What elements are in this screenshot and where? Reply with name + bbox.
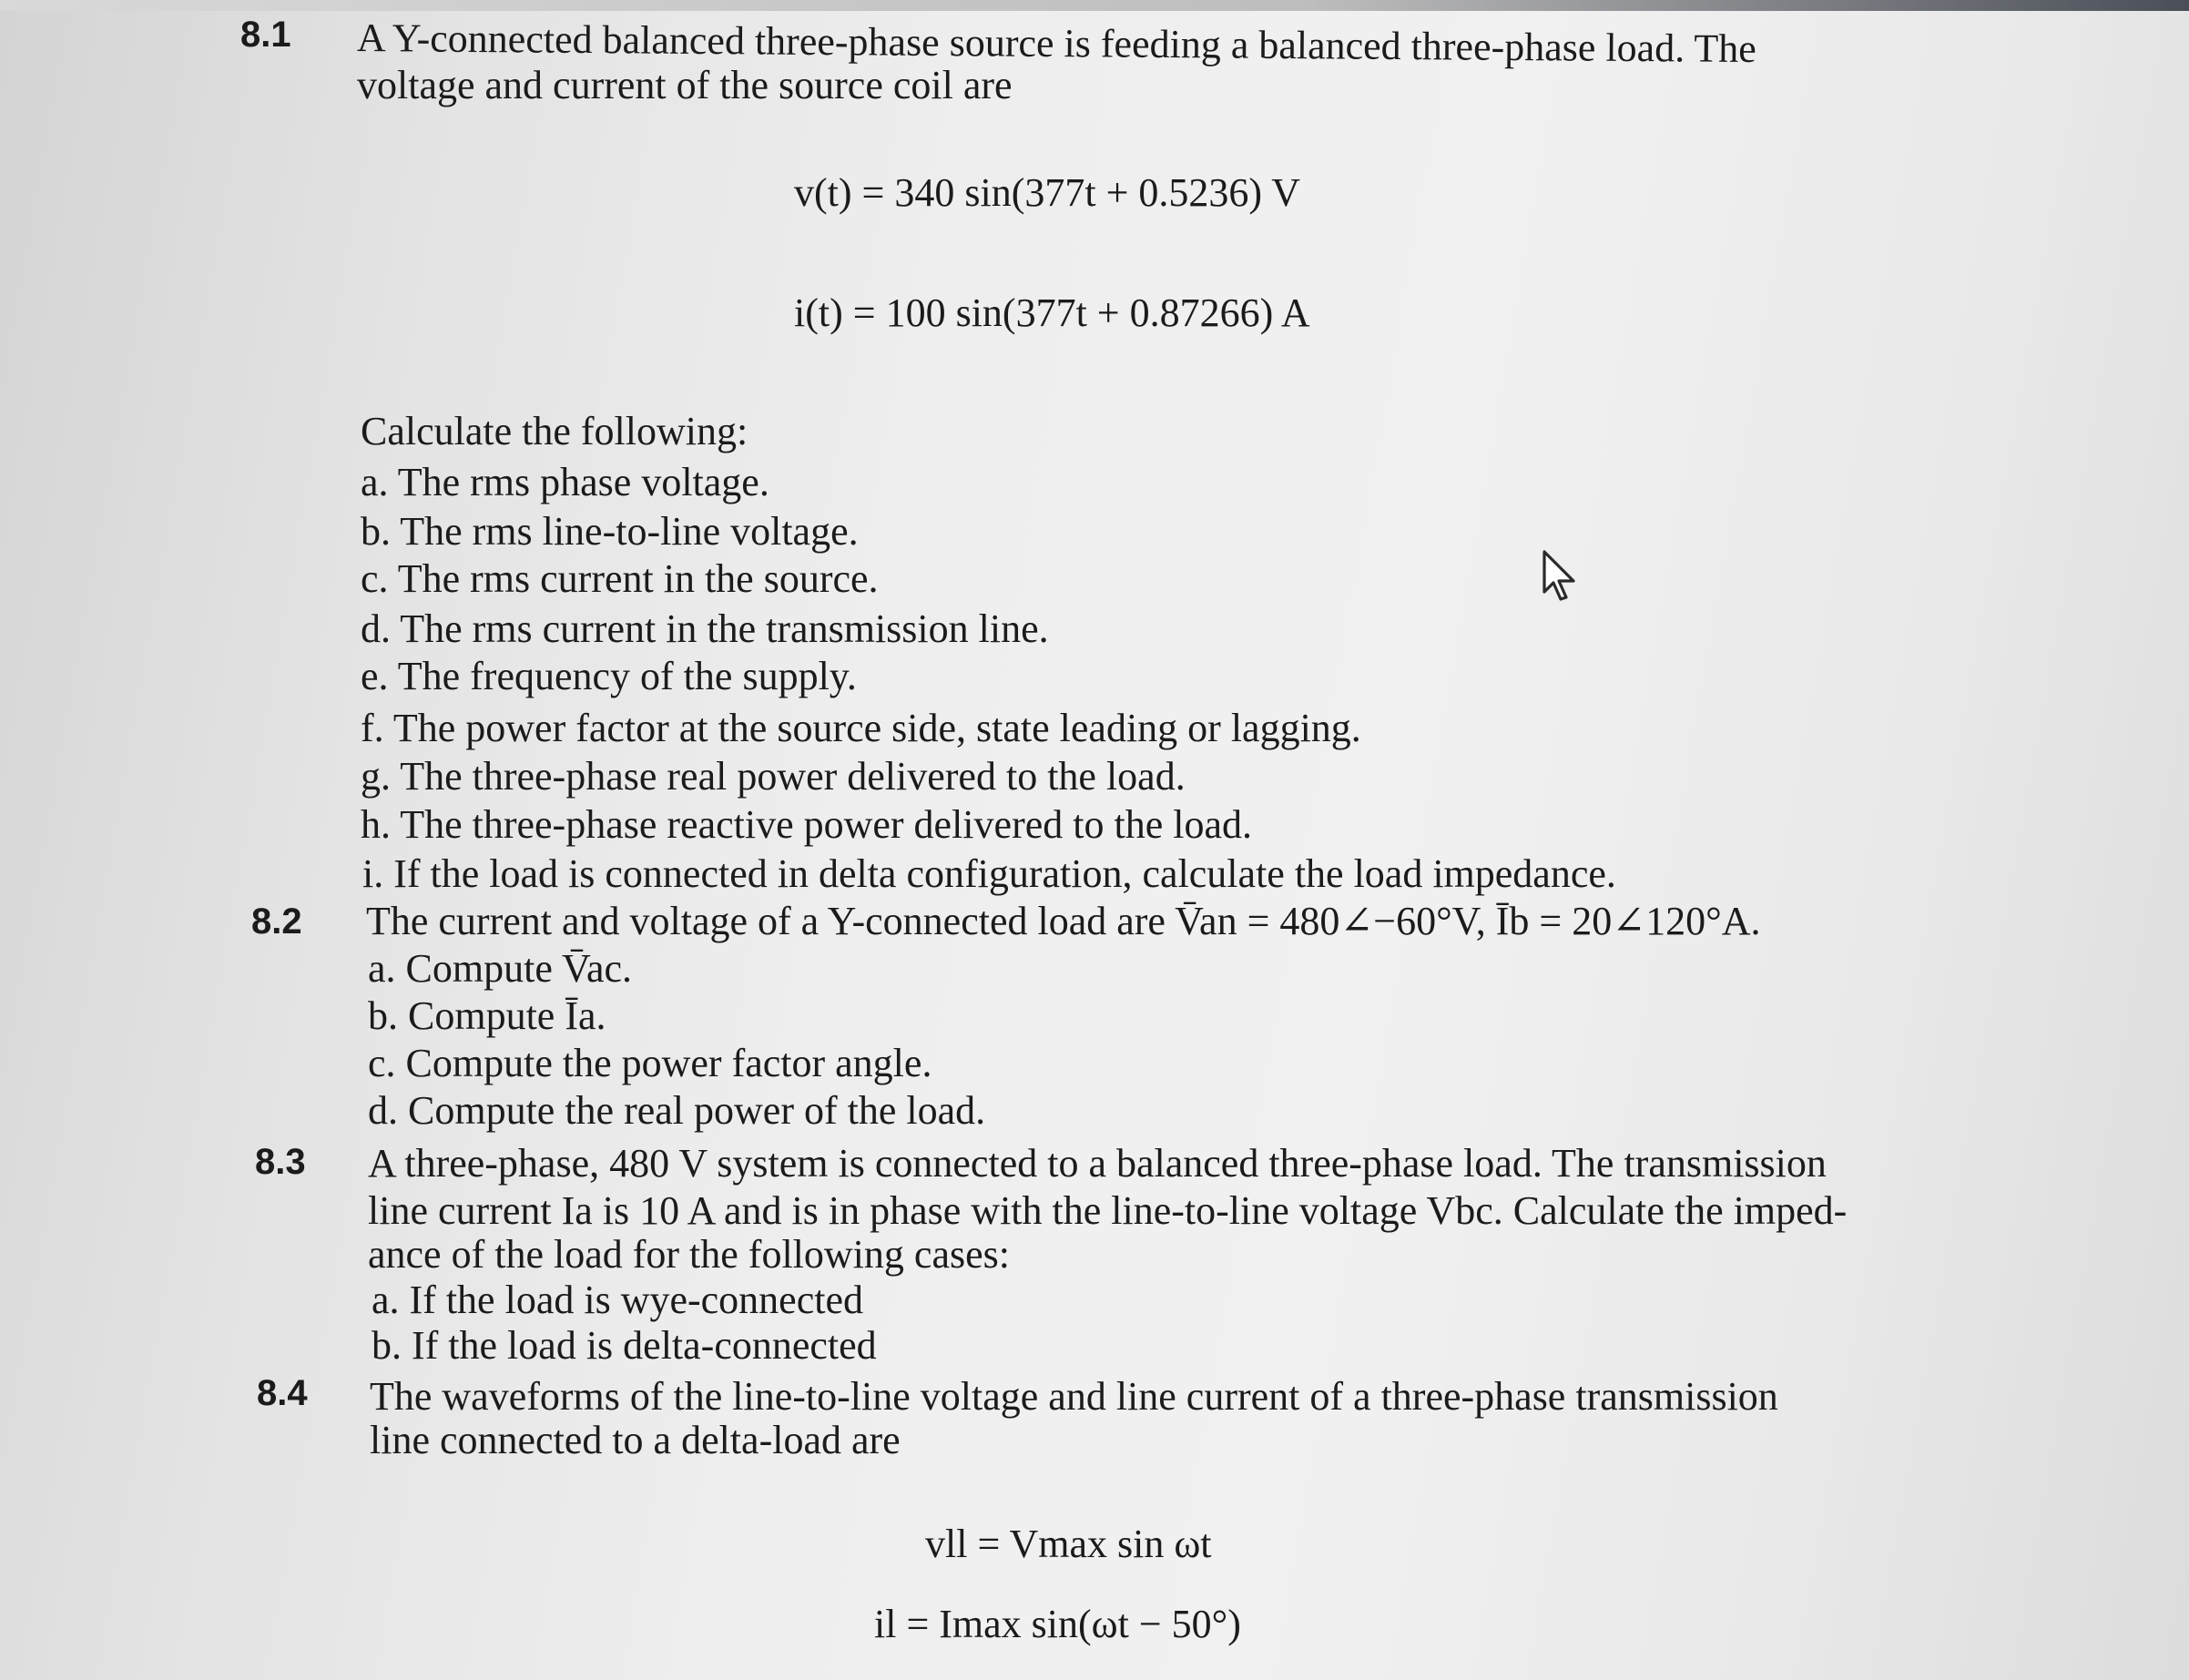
problem-8-2-intro-text: The current and voltage of a Y-connected load are — [366, 899, 1166, 943]
problem-8-3-line2: line current Ia is 10 A and is in phase with the line-to-line voltage Vbc. Calculate the imped- — [368, 1188, 1848, 1233]
problem-8-1-item-c: c. The rms current in the source. — [361, 556, 879, 601]
problem-number-8-3: 8.3 — [255, 1142, 306, 1182]
problem-number-8-4: 8.4 — [257, 1373, 308, 1413]
problem-8-2-item-d: d. Compute the real power of the load. — [368, 1088, 986, 1133]
top-edge — [0, 0, 2189, 11]
problem-8-1-item-a: a. The rms phase voltage. — [361, 460, 769, 504]
problem-8-2-item-b: b. Compute Īa. — [368, 993, 606, 1038]
problem-8-1-voltage-equation: v(t) = 340 sin(377t + 0.5236) V — [794, 170, 1301, 215]
problem-number-8-1: 8.1 — [240, 15, 291, 55]
problem-number-8-2: 8.2 — [251, 901, 302, 942]
problem-8-4-line2: line connected to a delta-load are — [370, 1418, 901, 1462]
problem-8-3-item-b: b. If the load is delta-connected — [372, 1323, 877, 1368]
problem-8-1-item-i: i. If the load is connected in delta configuration, calculate the load impedance. — [362, 851, 1616, 896]
problem-8-1-item-g: g. The three-phase real power delivered to the load. — [361, 754, 1186, 799]
problem-8-3-line1: A three-phase, 480 V system is connected to a balanced three-phase load. The transmission — [368, 1141, 1827, 1186]
problem-8-1-item-h: h. The three-phase reactive power delivered to the load. — [361, 802, 1252, 847]
problem-8-3-item-a: a. If the load is wye-connected — [372, 1278, 863, 1322]
problem-8-1-item-b: b. The rms line-to-line voltage. — [361, 509, 859, 554]
problem-8-2-item-c: c. Compute the power factor angle. — [368, 1041, 932, 1085]
problem-8-2-intro — [366, 898, 1760, 945]
problem-8-2-item-a: a. Compute V̄ac. — [368, 946, 633, 991]
problem-8-2-intro-math: V̄an = 480∠−60°V, Īb = 20∠120°A. — [1175, 899, 1761, 943]
problem-8-1-current-equation: i(t) = 100 sin(377t + 0.87266) A — [794, 290, 1310, 335]
problem-8-1-prompt: Calculate the following: — [361, 409, 748, 453]
problem-8-4-voltage-waveform: vll = Vmax sin ωt — [925, 1522, 1212, 1566]
problem-8-1-intro-line2: voltage and current of the source coil are — [357, 63, 1013, 107]
problem-8-3-line3: ance of the load for the following cases: — [368, 1232, 1010, 1277]
mouse-pointer-icon — [1541, 548, 1581, 603]
problem-8-1-item-d: d. The rms current in the transmission line. — [361, 606, 1049, 651]
problem-8-4-line1: The waveforms of the line-to-line voltage and line current of a three-phase transmission — [370, 1374, 1778, 1419]
problem-8-4-current-waveform: il = Imax sin(ωt − 50°) — [874, 1602, 1241, 1646]
problem-8-1-intro-line1: A Y-connected balanced three-phase source is feeding a balanced three-phase load. The — [356, 15, 1756, 72]
problem-8-1-item-e: e. The frequency of the supply. — [361, 654, 857, 698]
problem-8-1-item-f: f. The power factor at the source side, state leading or lagging. — [361, 706, 1361, 750]
